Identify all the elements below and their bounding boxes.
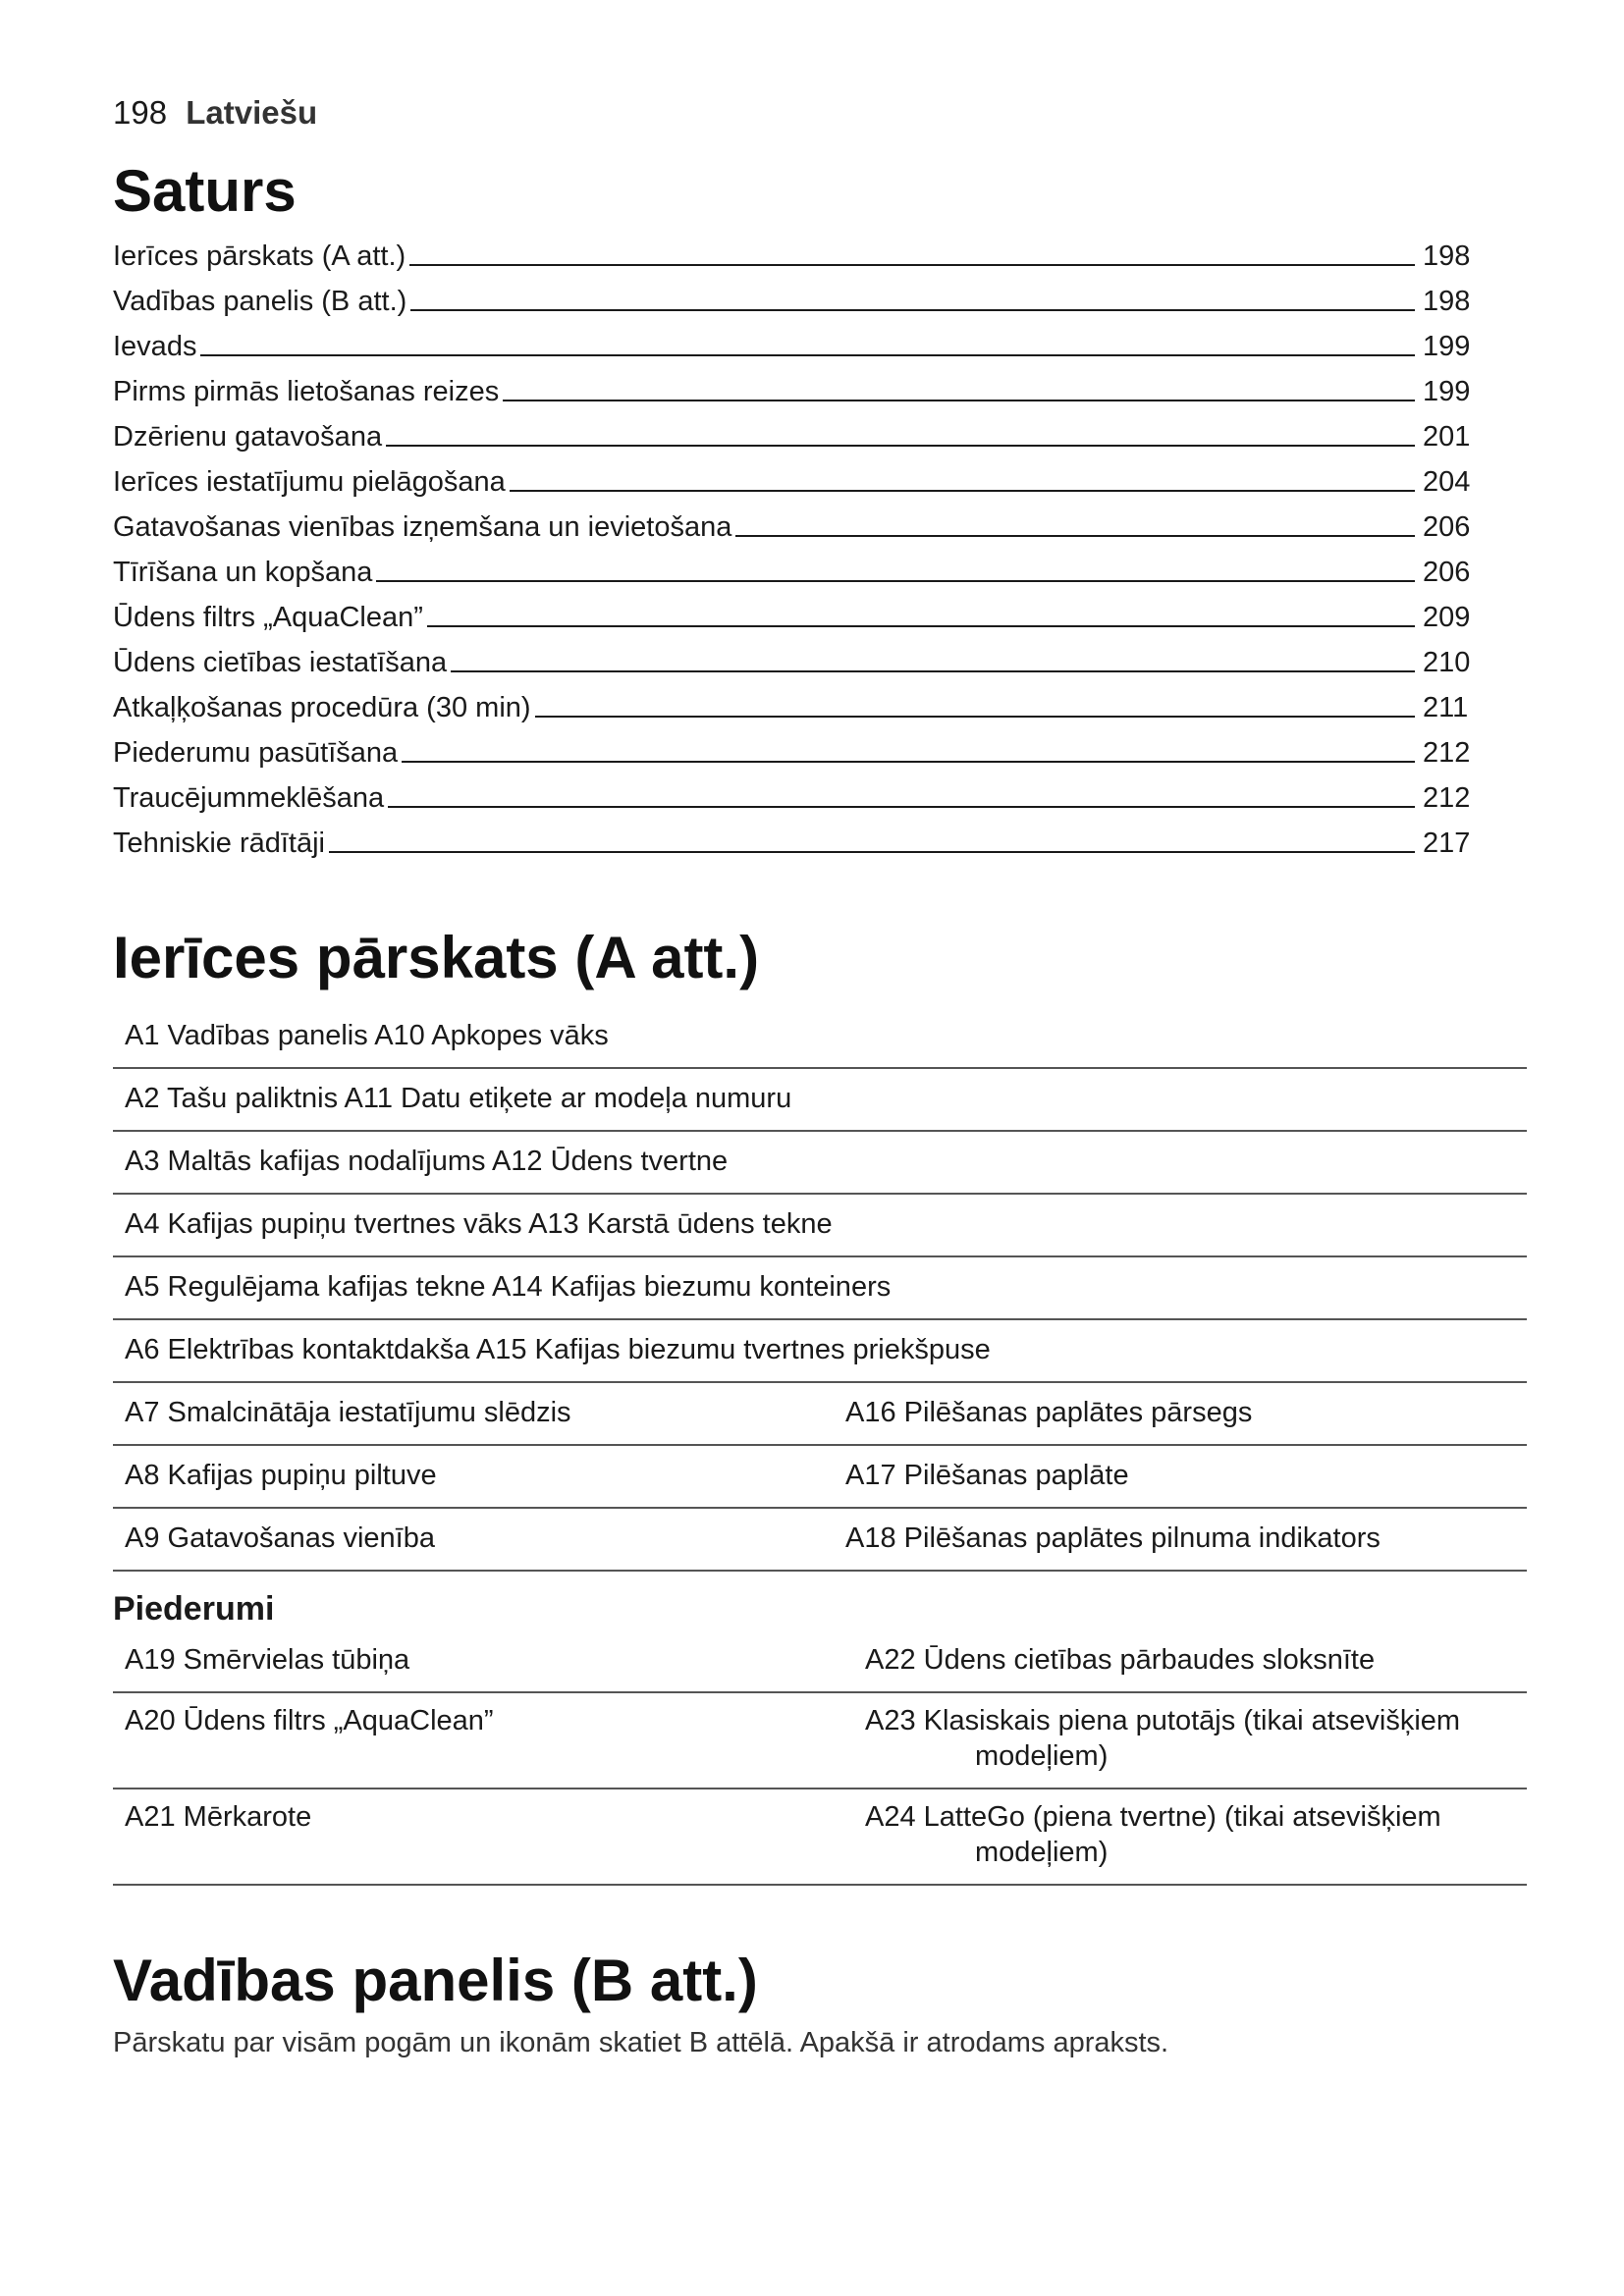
toc-entry[interactable] [113, 816, 1478, 861]
toc-entry-page: 204 [1423, 466, 1471, 498]
table-of-contents [113, 229, 1527, 861]
toc-entry-title: Pirms pirmās lietošanas reizes [113, 376, 500, 407]
toc-leader-line [735, 535, 1415, 537]
part-cell: A2 Tašu paliktnis A11 Datu etiķete ar modeļa numuru [125, 1083, 792, 1114]
table-row [113, 1068, 1527, 1131]
part-cell: A6 Elektrības kontaktdakša A15 Kafijas biezumu tvertnes priekšpuse [125, 1334, 991, 1365]
toc-leader-line [503, 400, 1415, 401]
toc-entry-title: Vadības panelis (B att.) [113, 286, 407, 317]
toc-entry-title: Tehniskie rādītāji [113, 828, 325, 859]
toc-entry-page: 198 [1423, 286, 1471, 317]
part-cell: A5 Regulējama kafijas tekne A14 Kafijas biezumu konteiners [125, 1271, 892, 1303]
toc-entry[interactable] [113, 680, 1478, 725]
toc-entry-page: 201 [1423, 421, 1471, 453]
toc-entry-title: Gatavošanas vienības izņemšana un ievietošana [113, 511, 732, 543]
toc-entry[interactable] [113, 725, 1478, 771]
accessory-cell-right [853, 1632, 1527, 1692]
accessory-text: A23 Klasiskais piena putotājs (tikai atsevišķiem modeļiem) [865, 1705, 1461, 1772]
toc-entry-page: 211 [1423, 692, 1469, 723]
table-row [113, 1256, 1527, 1319]
toc-leader-line [535, 716, 1415, 718]
accessories-heading: Piederumi [113, 1590, 275, 1628]
document-page [113, 93, 1527, 2060]
toc-entry-page: 206 [1423, 511, 1471, 543]
toc-entry-page: 210 [1423, 647, 1471, 678]
toc-entry[interactable] [113, 545, 1478, 590]
toc-entry-page: 212 [1423, 737, 1471, 769]
toc-entry[interactable] [113, 771, 1478, 816]
accessory-cell-left: A20 Ūdens filtrs „AquaClean” [125, 1705, 494, 1736]
toc-entry[interactable] [113, 500, 1478, 545]
toc-entry-page: 199 [1423, 376, 1471, 407]
toc-leader-line [388, 806, 1415, 808]
toc-entry[interactable] [113, 635, 1478, 680]
accessory-text: A22 Ūdens cietības pārbaudes sloksnīte [865, 1644, 1376, 1676]
table-row [113, 1006, 1527, 1068]
table-row [113, 1382, 1527, 1445]
toc-leader-line [200, 354, 1415, 356]
toc-leader-line [386, 445, 1415, 447]
accessory-cell-right [853, 1789, 1527, 1885]
page-number: 198 [113, 94, 168, 131]
toc-entry-title: Ierīces pārskats (A att.) [113, 240, 406, 272]
toc-leader-line [402, 761, 1415, 763]
part-cell-right: A16 Pilēšanas paplātes pārsegs [845, 1397, 1253, 1428]
toc-leader-line [329, 851, 1415, 853]
part-cell: A1 Vadības panelis A10 Apkopes vāks [125, 1020, 609, 1051]
control-panel-heading: Vadības panelis (B att.) [113, 1948, 758, 2013]
toc-entry[interactable] [113, 229, 1478, 274]
toc-entry-title: Ūdens cietības iestatīšana [113, 647, 448, 678]
table-row [113, 1131, 1527, 1194]
toc-entry-title: Dzērienu gatavošana [113, 421, 383, 453]
toc-entry-title: Ievads [113, 331, 197, 362]
toc-leader-line [451, 670, 1415, 672]
toc-entry-title: Ierīces iestatījumu pielāgošana [113, 466, 506, 498]
control-panel-text: Pārskatu par visām pogām un ikonām skatiet B attēlā. Apakšā ir atrodams apraksts. [113, 2027, 1169, 2058]
table-row [113, 1692, 1527, 1789]
toc-entry-page: 217 [1423, 828, 1471, 859]
toc-entry[interactable] [113, 319, 1478, 364]
toc-entry[interactable] [113, 590, 1478, 635]
toc-leader-line [376, 580, 1415, 582]
accessory-cell-left: A19 Smērvielas tūbiņa [125, 1644, 410, 1676]
toc-entry[interactable] [113, 454, 1478, 500]
toc-leader-line [410, 309, 1415, 311]
toc-entry-title: Piederumu pasūtīšana [113, 737, 399, 769]
toc-entry-page: 206 [1423, 557, 1471, 588]
part-cell-right: A18 Pilēšanas paplātes pilnuma indikators [845, 1522, 1380, 1554]
toc-leader-line [510, 490, 1415, 492]
parts-table [113, 1006, 1527, 1572]
toc-leader-line [409, 264, 1415, 266]
toc-entry-page: 212 [1423, 782, 1471, 814]
toc-entry-title: Tīrīšana un kopšana [113, 557, 373, 588]
table-row [113, 1508, 1527, 1571]
table-row [113, 1445, 1527, 1508]
toc-entry-title: Atkaļķošanas procedūra (30 min) [113, 692, 531, 723]
part-cell-left: A7 Smalcinātāja iestatījumu slēdzis [125, 1397, 571, 1428]
toc-entry[interactable] [113, 409, 1478, 454]
table-row [113, 1194, 1527, 1256]
accessory-cell-left: A21 Mērkarote [125, 1801, 312, 1833]
part-cell: A3 Maltās kafijas nodalījums A12 Ūdens tvertne [125, 1146, 729, 1177]
language-label: Latviešu [186, 94, 318, 131]
part-cell-left: A9 Gatavošanas vienība [125, 1522, 435, 1554]
part-cell-right: A17 Pilēšanas paplāte [845, 1460, 1129, 1491]
toc-entry-page: 198 [1423, 240, 1471, 272]
table-row [113, 1789, 1527, 1885]
toc-entry[interactable] [113, 364, 1478, 409]
toc-entry-title: Ūdens filtrs „AquaClean” [113, 602, 423, 633]
accessories-table [113, 1632, 1527, 1886]
toc-entry-title: Traucējummeklēšana [113, 782, 385, 814]
accessory-text: A24 LatteGo (piena tvertne) (tikai atsevišķiem modeļiem) [865, 1801, 1441, 1868]
running-header [113, 93, 1527, 133]
overview-heading: Ierīces pārskats (A att.) [113, 925, 760, 990]
part-cell: A4 Kafijas pupiņu tvertnes vāks A13 Karstā ūdens tekne [125, 1208, 833, 1240]
toc-heading: Saturs [113, 158, 297, 224]
part-cell-left: A8 Kafijas pupiņu piltuve [125, 1460, 437, 1491]
toc-leader-line [427, 625, 1415, 627]
table-row [113, 1319, 1527, 1382]
table-row [113, 1632, 1527, 1692]
toc-entry[interactable] [113, 274, 1478, 319]
accessory-cell-right [853, 1692, 1527, 1789]
toc-entry-page: 199 [1423, 331, 1471, 362]
toc-entry-page: 209 [1423, 602, 1471, 633]
